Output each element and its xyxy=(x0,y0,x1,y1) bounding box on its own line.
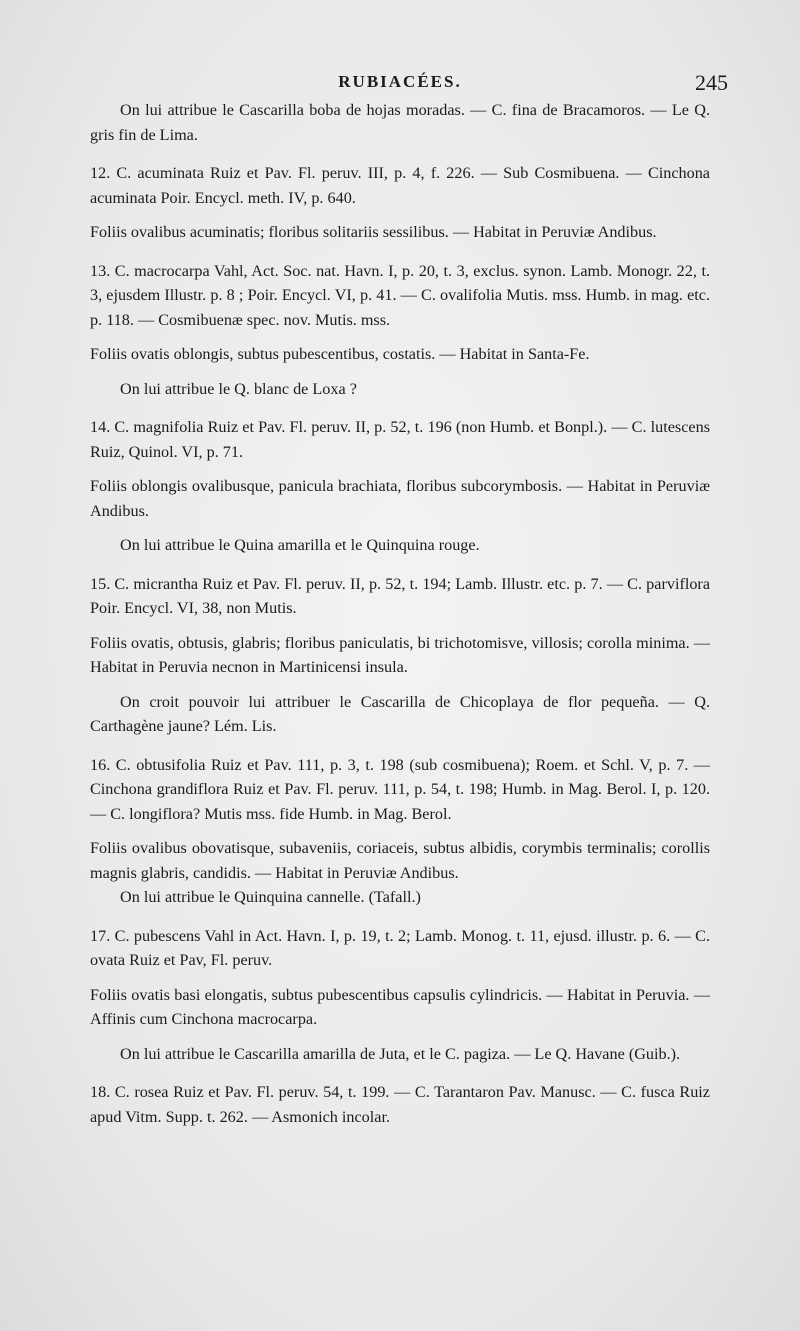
species-description: Foliis ovatis, obtusis, glabris; floribus paniculatis, bi trichotomisve, villosis; corolla minima. — Habitat in Peruvia necnon in Martinicensi insula. xyxy=(90,633,710,676)
entry-13 xyxy=(90,259,710,402)
species-description: Foliis oblongis ovalibusque, panicula brachiata, floribus subcorymbosis. — Habitat in Peruviæ Andibus. xyxy=(90,477,710,520)
species-citation: 16. C. obtusifolia Ruiz et Pav. 111, p. 3, t. 198 (sub cosmibuena); Roem. et Schl. V, p. 7. — Cinchona grandiflora Ruiz et Pav. Fl. peruv. 111, p. 54, t. 198; Humb. in Mag. Berol. I, p. 120. — C. longiflora? Mutis mss. fide Humb. in Mag. Berol. xyxy=(90,755,710,823)
entry-14 xyxy=(90,415,710,558)
entry-16 xyxy=(90,753,710,910)
page-header xyxy=(0,70,800,96)
species-note: On croit pouvoir lui attribuer le Cascarilla de Chicoplaya de flor pequeña. — Q. Carthagène jaune? Lém. Lis. xyxy=(90,692,710,735)
page-number: 245 xyxy=(695,70,728,95)
paragraph: On lui attribue le Cascarilla boba de hojas moradas. — C. fina de Bracamoros. — Le Q. gris fin de Lima. xyxy=(90,101,710,144)
page-body xyxy=(90,98,710,1129)
species-citation: 17. C. pubescens Vahl in Act. Havn. I, p. 19, t. 2; Lamb. Monog. t. 11, ejusd. illustr. p. 6. — C. ovata Ruiz et Pav, Fl. peruv. xyxy=(90,926,710,969)
entry-15 xyxy=(90,572,710,739)
species-description: Foliis ovalibus obovatisque, subaveniis, coriaceis, subtus albidis, corymbis terminalis; corollis magnis glabris, candidis. — Habitat in Peruviæ Andibus. xyxy=(90,839,710,882)
species-citation: 15. C. micrantha Ruiz et Pav. Fl. peruv. II, p. 52, t. 194; Lamb. Illustr. etc. p. 7. — C. parviflora Poir. Encycl. VI, 38, non Mutis. xyxy=(90,574,710,617)
species-description: Foliis ovatis oblongis, subtus pubescentibus, costatis. — Habitat in Santa-Fe. xyxy=(90,345,590,363)
species-note: On lui attribue le Cascarilla amarilla de Juta, et le C. pagiza. — Le Q. Havane (Guib.). xyxy=(120,1044,681,1063)
species-citation: 14. C. magnifolia Ruiz et Pav. Fl. peruv. II, p. 52, t. 196 (non Humb. et Bonpl.). — C. lutescens Ruiz, Quinol. VI, p. 71. xyxy=(90,418,710,461)
species-description: Foliis ovalibus acuminatis; floribus solitariis sessilibus. — Habitat in Peruviæ Andibus. xyxy=(90,223,657,241)
running-title: RUBIACÉES. xyxy=(338,72,462,91)
species-citation: 12. C. acuminata Ruiz et Pav. Fl. peruv. III, p. 4, f. 226. — Sub Cosmibuena. — Cinchona acuminata Poir. Encycl. meth. IV, p. 640. xyxy=(90,164,710,207)
entry-intro xyxy=(90,98,710,147)
entry-12 xyxy=(90,161,710,245)
species-citation: 18. C. rosea Ruiz et Pav. Fl. peruv. 54, t. 199. — C. Tarantaron Pav. Manusc. — C. fusca Ruiz apud Vitm. Supp. t. 262. — Asmonich incolar. xyxy=(90,1083,710,1126)
species-citation: 13. C. macrocarpa Vahl, Act. Soc. nat. Havn. I, p. 20, t. 3, exclus. synon. Lamb. Monogr. 22, t. 3, ejusdem Illustr. p. 8 ; Poir. Encycl. VI, p. 41. — C. ovalifolia Mutis. mss. Humb. in mag. etc. p. 118. — Cosmibuenæ spec. nov. Mutis. mss. xyxy=(90,261,710,329)
species-note: On lui attribue le Quina amarilla et le Quinquina rouge. xyxy=(120,536,480,554)
species-description: Foliis ovatis basi elongatis, subtus pubescentibus capsulis cylindricis. — Habitat in Peruvia. — Affinis cum Cinchona macrocarpa. xyxy=(90,985,710,1028)
species-note: On lui attribue le Q. blanc de Loxa ? xyxy=(120,379,357,398)
entry-17 xyxy=(90,924,710,1067)
species-note: On lui attribue le Quinquina cannelle. (Tafall.) xyxy=(120,888,421,906)
entry-18 xyxy=(90,1080,710,1129)
